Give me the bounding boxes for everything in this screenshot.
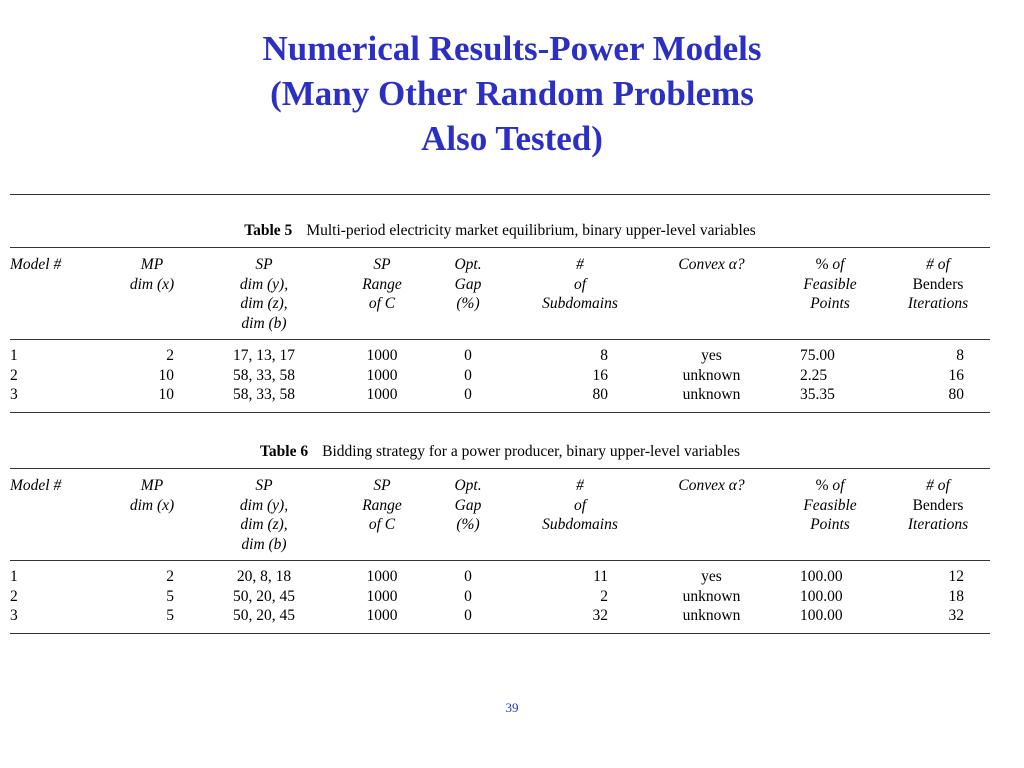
cell-sp-dim: 58, 33, 58 xyxy=(233,366,295,384)
header-subdomains: # of Subdomains xyxy=(542,477,618,533)
results-table xyxy=(10,468,990,634)
cell-convex: unknown xyxy=(682,386,741,403)
title-line-1: Numerical Results-Power Models xyxy=(262,29,762,68)
title-line-2: (Many Other Random Problems xyxy=(270,74,754,113)
table-header-row xyxy=(10,469,990,561)
cell-sp-dim: 20, 8, 18 xyxy=(236,568,292,585)
cell-opt-gap: 0 xyxy=(464,347,472,364)
header-mp-dim: MP dim (x) xyxy=(129,256,175,293)
cell-sp-dim: 50, 20, 45 xyxy=(233,607,295,624)
header-sp-dim: SP dim (y), dim (z), dim (b) xyxy=(239,477,289,553)
cell-subdomains: 32 xyxy=(592,607,608,624)
table-6-block xyxy=(10,436,990,634)
cell-model: 3 xyxy=(10,386,18,403)
cell-benders-iterations: 12 xyxy=(948,568,964,585)
cell-sp-range: 1000 xyxy=(366,366,398,384)
header-opt-gap: Opt. Gap (%) xyxy=(454,477,482,533)
cell-subdomains: 11 xyxy=(593,568,608,585)
table-label: Table 6 xyxy=(260,443,309,460)
header-sp-dim: SP dim (y), dim (z), dim (b) xyxy=(239,256,289,332)
cell-model: 2 xyxy=(10,587,18,605)
cell-sp-range: 1000 xyxy=(366,386,398,403)
cell-feasible-points: 75.00 xyxy=(800,347,835,364)
cell-benders-iterations: 80 xyxy=(948,386,964,403)
cell-feasible-points: 100.00 xyxy=(800,607,843,624)
cell-opt-gap: 0 xyxy=(464,587,472,605)
cell-model: 1 xyxy=(10,347,18,364)
cell-mp-dim: 10 xyxy=(158,366,174,384)
header-opt-gap: Opt. Gap (%) xyxy=(454,256,482,312)
table-row xyxy=(10,587,990,607)
cell-benders-iterations: 18 xyxy=(948,587,964,605)
table-row xyxy=(10,366,990,386)
cell-opt-gap: 0 xyxy=(464,607,472,624)
title-line-3: Also Tested) xyxy=(421,119,603,158)
table-row xyxy=(10,561,990,587)
cell-convex: unknown xyxy=(682,366,741,384)
cell-sp-dim: 58, 33, 58 xyxy=(233,386,295,403)
cell-benders-iterations: 32 xyxy=(948,607,964,624)
table-5-block xyxy=(10,215,990,413)
header-convex: Convex α? xyxy=(678,256,745,273)
cell-feasible-points: 35.35 xyxy=(800,386,835,403)
table-caption xyxy=(10,215,990,247)
cell-mp-dim: 10 xyxy=(158,386,174,403)
cell-sp-range: 1000 xyxy=(366,568,398,585)
header-benders: # of Benders Iterations xyxy=(907,256,969,312)
cell-model: 2 xyxy=(10,366,18,384)
results-table xyxy=(10,247,990,413)
slide-title xyxy=(0,26,1024,161)
cell-mp-dim: 5 xyxy=(166,607,174,624)
cell-convex: unknown xyxy=(682,587,741,605)
cell-mp-dim: 2 xyxy=(166,347,174,364)
cell-subdomains: 16 xyxy=(592,366,608,384)
table-row xyxy=(10,606,990,633)
cell-sp-dim: 17, 13, 17 xyxy=(233,347,295,364)
header-feasible: % of Feasible Points xyxy=(803,477,857,533)
cell-subdomains: 80 xyxy=(592,386,608,403)
cell-convex: yes xyxy=(701,347,722,364)
cell-sp-range: 1000 xyxy=(366,607,398,624)
header-subdomains: # of Subdomains xyxy=(542,256,618,312)
header-benders: # of Benders Iterations xyxy=(907,477,969,533)
header-sp-range: SP Range of C xyxy=(362,256,402,312)
table-row xyxy=(10,340,990,366)
table-caption-text: Multi-period electricity market equilibrium, binary upper-level variables xyxy=(306,222,756,239)
cell-opt-gap: 0 xyxy=(464,366,472,384)
cell-benders-iterations: 16 xyxy=(948,366,964,384)
cell-opt-gap: 0 xyxy=(464,568,472,585)
table-body xyxy=(10,561,990,634)
cell-subdomains: 2 xyxy=(600,587,608,605)
header-feasible: % of Feasible Points xyxy=(803,256,857,312)
header-model: Model # xyxy=(10,256,62,273)
cell-feasible-points: 100.00 xyxy=(800,568,843,585)
cell-feasible-points: 100.00 xyxy=(800,587,843,605)
cell-feasible-points: 2.25 xyxy=(800,366,828,384)
table-row xyxy=(10,385,990,412)
table-header-row xyxy=(10,248,990,340)
cell-model: 3 xyxy=(10,607,18,624)
cell-sp-range: 1000 xyxy=(366,587,398,605)
header-mp-dim: MP dim (x) xyxy=(129,477,175,514)
table-label: Table 5 xyxy=(244,222,293,239)
cell-subdomains: 8 xyxy=(600,347,608,364)
cell-mp-dim: 5 xyxy=(166,587,174,605)
table-caption xyxy=(10,436,990,468)
cell-sp-range: 1000 xyxy=(366,347,398,364)
cell-sp-dim: 50, 20, 45 xyxy=(233,587,295,605)
cell-benders-iterations: 8 xyxy=(956,347,964,364)
cell-convex: unknown xyxy=(682,607,741,624)
cell-convex: yes xyxy=(701,568,722,585)
page-number: 39 xyxy=(505,700,519,715)
cell-opt-gap: 0 xyxy=(464,386,472,403)
header-convex: Convex α? xyxy=(678,477,745,494)
table-caption-text: Bidding strategy for a power producer, binary upper-level variables xyxy=(322,443,740,460)
table-body xyxy=(10,340,990,413)
cell-mp-dim: 2 xyxy=(166,568,174,585)
header-sp-range: SP Range of C xyxy=(362,477,402,533)
header-model: Model # xyxy=(10,477,62,494)
top-divider xyxy=(10,194,990,195)
cell-model: 1 xyxy=(10,568,18,585)
